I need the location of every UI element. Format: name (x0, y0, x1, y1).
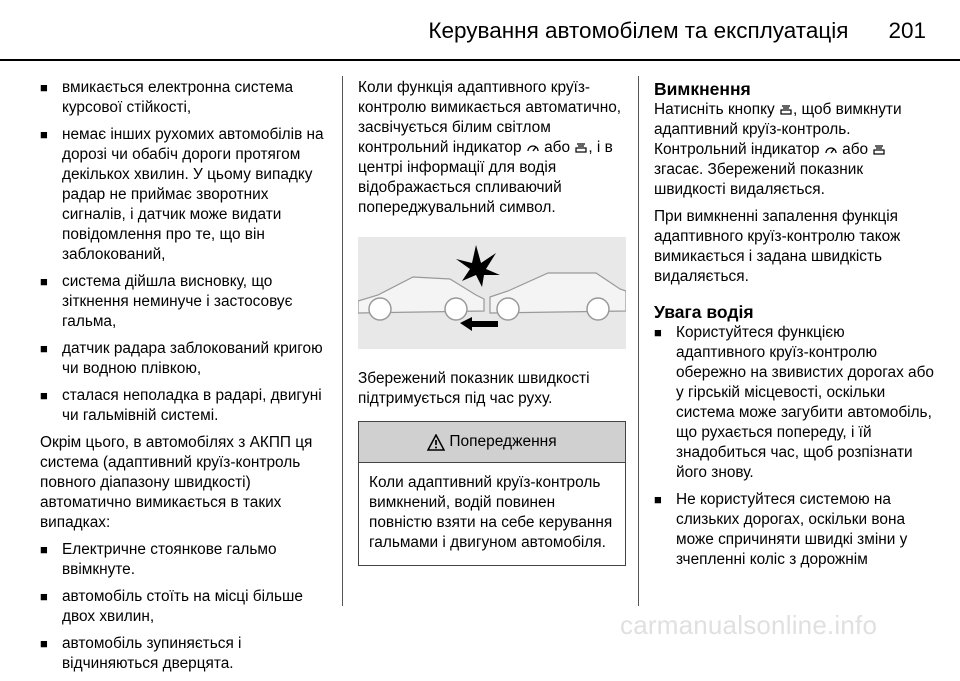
square-bullet-icon: ■ (40, 636, 48, 651)
paragraph: Коли функція адаптивного круїз-контролю вимикається автоматично, засвічується білим світлом контрольний індикатор або , і в центрі інформації для водія відображається спливаючий попереджувальний символ. (358, 79, 622, 216)
list-item: ■ Не користуйтеся системою на слизьких дорогах, оскільки вона може спричиняти швидкі зміни у зчепленні коліс з дорожнім (654, 491, 908, 568)
header-rule (0, 59, 960, 61)
paragraph: Окрім цього, в автомобілях з АКПП ця система (адаптивний круїз-контроль повного діапазону швидкості) автоматично вимикається в таких випадках: (40, 434, 313, 531)
square-bullet-icon: ■ (40, 127, 48, 142)
cruise-speedometer-indicator-icon (779, 104, 793, 116)
paragraph: Натисніть кнопку , щоб вимкнути адаптивний круїз-контроль. Контрольний індикатор або згасає. Збережений показник швидкості видаляється. (654, 101, 902, 198)
warning-body: Коли адаптивний круїз-контроль вимкнений, водій повинен повністю взяти на себе керування гальмами і двигуном автомобіля. (369, 474, 613, 551)
square-bullet-icon: ■ (654, 325, 662, 340)
paragraph: При вимкненні запалення функція адаптивного круїз-контролю також вимикається і задана швидкість видаляється. (654, 208, 901, 285)
paragraph: Збережений показник швидкості підтримується під час руху. (358, 370, 590, 407)
square-bullet-icon: ■ (40, 542, 48, 557)
cars-distance-illustration (358, 237, 626, 349)
column-1 (40, 78, 330, 681)
section-heading: Увага водія (654, 302, 754, 322)
column-3 (654, 78, 936, 577)
column-2 (358, 78, 626, 566)
column-divider-2 (638, 76, 639, 606)
warning-triangle-icon (427, 434, 445, 451)
page-number: 201 (888, 18, 926, 43)
warning-title: Попередження (359, 422, 625, 463)
adaptive-cruise-indicator-icon (824, 144, 838, 156)
list-item: ■ сталася неполадка в радарі, двигуні чи гальмівній системі. (40, 387, 322, 424)
adaptive-cruise-indicator-icon (526, 142, 540, 154)
list-item: ■ автомобіль зупиняється і відчиняються дверцята. (40, 635, 242, 672)
list-item: ■ Користуйтеся функцією адаптивного круїз-контролю обережно на звивистих дорогах або у гірській місцевості, оскільки система може загубити автомобіль, що рухається попереду, і їй знадобиться час, щоб розпізнати його знову. (654, 324, 934, 481)
list-item: ■ система дійшла висновку, що зіткнення неминуче і застосовує гальма, (40, 273, 293, 330)
square-bullet-icon: ■ (654, 492, 662, 507)
watermark: carmanualsonline.info (620, 610, 878, 640)
square-bullet-icon: ■ (40, 388, 48, 403)
square-bullet-icon: ■ (40, 274, 48, 289)
list-item: ■ немає інших рухомих автомобілів на дорозі чи обабіч дороги протягом декількох хвилин. У цьому випадку радар не приймає зворотних сигналів, і датчик може видати повідомлення про те, що він заблокований, (40, 126, 324, 263)
cruise-speedometer-indicator-icon (574, 142, 588, 154)
square-bullet-icon: ■ (40, 80, 48, 95)
square-bullet-icon: ■ (40, 341, 48, 356)
section-heading: Вимкнення (654, 79, 751, 99)
warning-box (358, 421, 626, 566)
list-item: ■ вмикається електронна система курсової стійкості, (40, 79, 294, 116)
cruise-speedometer-indicator-icon (872, 144, 886, 156)
header-title: Керування автомобілем та експлуатація (428, 18, 849, 43)
column-divider-1 (342, 76, 343, 606)
list-item: ■ автомобіль стоїть на місці більше двох хвилин, (40, 588, 303, 625)
square-bullet-icon: ■ (40, 589, 48, 604)
list-item: ■ Електричне стоянкове гальмо ввімкнуте. (40, 541, 277, 578)
list-item: ■ датчик радара заблокований кригою чи водною плівкою, (40, 340, 323, 377)
